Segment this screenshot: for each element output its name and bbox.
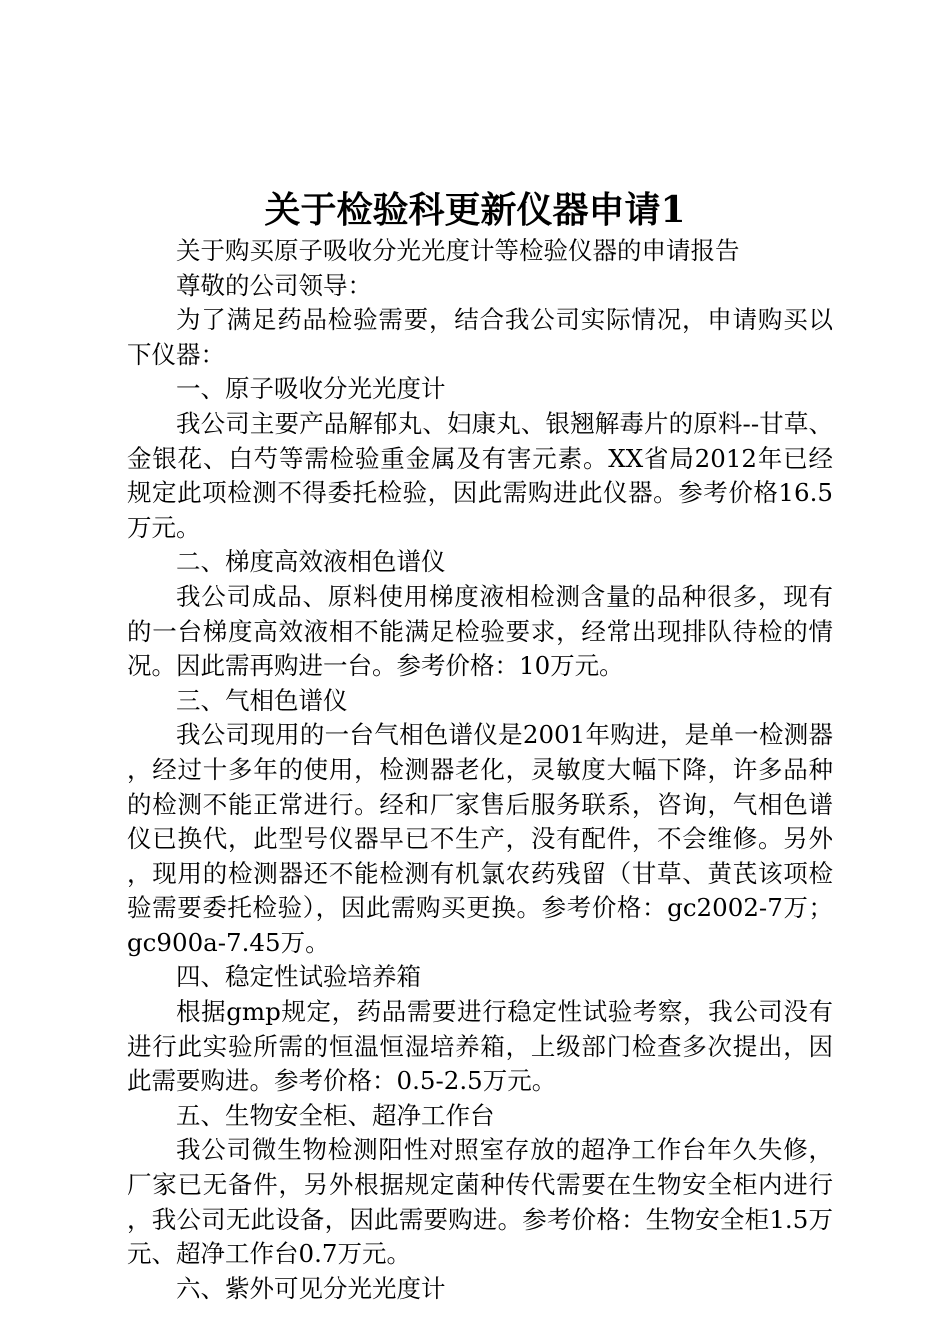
salutation: 尊敬的公司领导： <box>176 270 372 300</box>
document-title: 关于检验科更新仪器申请1 <box>264 189 686 231</box>
section-heading-2: 二、梯度高效液相色谱仪 <box>176 547 446 577</box>
section-heading-5: 五、生物安全柜、超净工作台 <box>176 1100 495 1130</box>
report-subject: 关于购买原子吸收分光光度计等检验仪器的申请报告 <box>176 236 740 265</box>
section-heading-4: 四、稳定性试验培养箱 <box>176 962 421 992</box>
section-heading-1: 一、原子吸收分光光度计 <box>176 374 446 404</box>
section-paragraph-1: 我公司主要产品解郁丸、妇康丸、银翘解毒片的原料--甘草、金银花、白芍等需检验重金属及有害元素。XX省局2012年已经规定此项检测不得委托检验，因此需购进此仪器。参考价格16.5万元。 <box>127 408 833 542</box>
section-heading-3: 三、气相色谱仪 <box>176 685 348 715</box>
section-paragraph-5: 我公司微生物检测阳性对照室存放的超净工作台年久失修，厂家已无备件，另外根据规定菌种传代需要在生物安全柜内进行，我公司无此设备，因此需要购进。参考价格：生物安全柜1.5万元、超净工作台0.7万元。 <box>127 1135 833 1269</box>
section-heading-6: 六、紫外可见分光光度计 <box>176 1273 446 1303</box>
document-body <box>127 234 833 1306</box>
section-paragraph-4: 根据gmp规定，药品需要进行稳定性试验考察，我公司没有进行此实验所需的恒温恒湿培养箱，上级部门检查多次提出，因此需要购进。参考价格：0.5-2.5万元。 <box>127 997 833 1096</box>
section-paragraph-2: 我公司成品、原料使用梯度液相检测含量的品种很多，现有的一台梯度高效液相不能满足检验要求，经常出现排队待检的情况。因此需再购进一台。参考价格：10万元。 <box>127 581 833 681</box>
intro-paragraph: 为了满足药品检验需要，结合我公司实际情况，申请购买以下仪器： <box>127 305 833 369</box>
section-paragraph-3: 我公司现用的一台气相色谱仪是2001年购进，是单一检测器，经过十多年的使用，检测器老化，灵敏度大幅下降，许多品种的检测不能正常进行。经和厂家售后服务联系，咨询，气相色谱仪已换代，此型号仪器早已不生产，没有配件，不会维修。另外，现用的检测器还不能检测有机氯农药残留（甘草、黄芪该项检验需要委托检验），因此需购买更换。参考价格：gc2002-7万；gc900a-7.45万。 <box>127 720 833 957</box>
